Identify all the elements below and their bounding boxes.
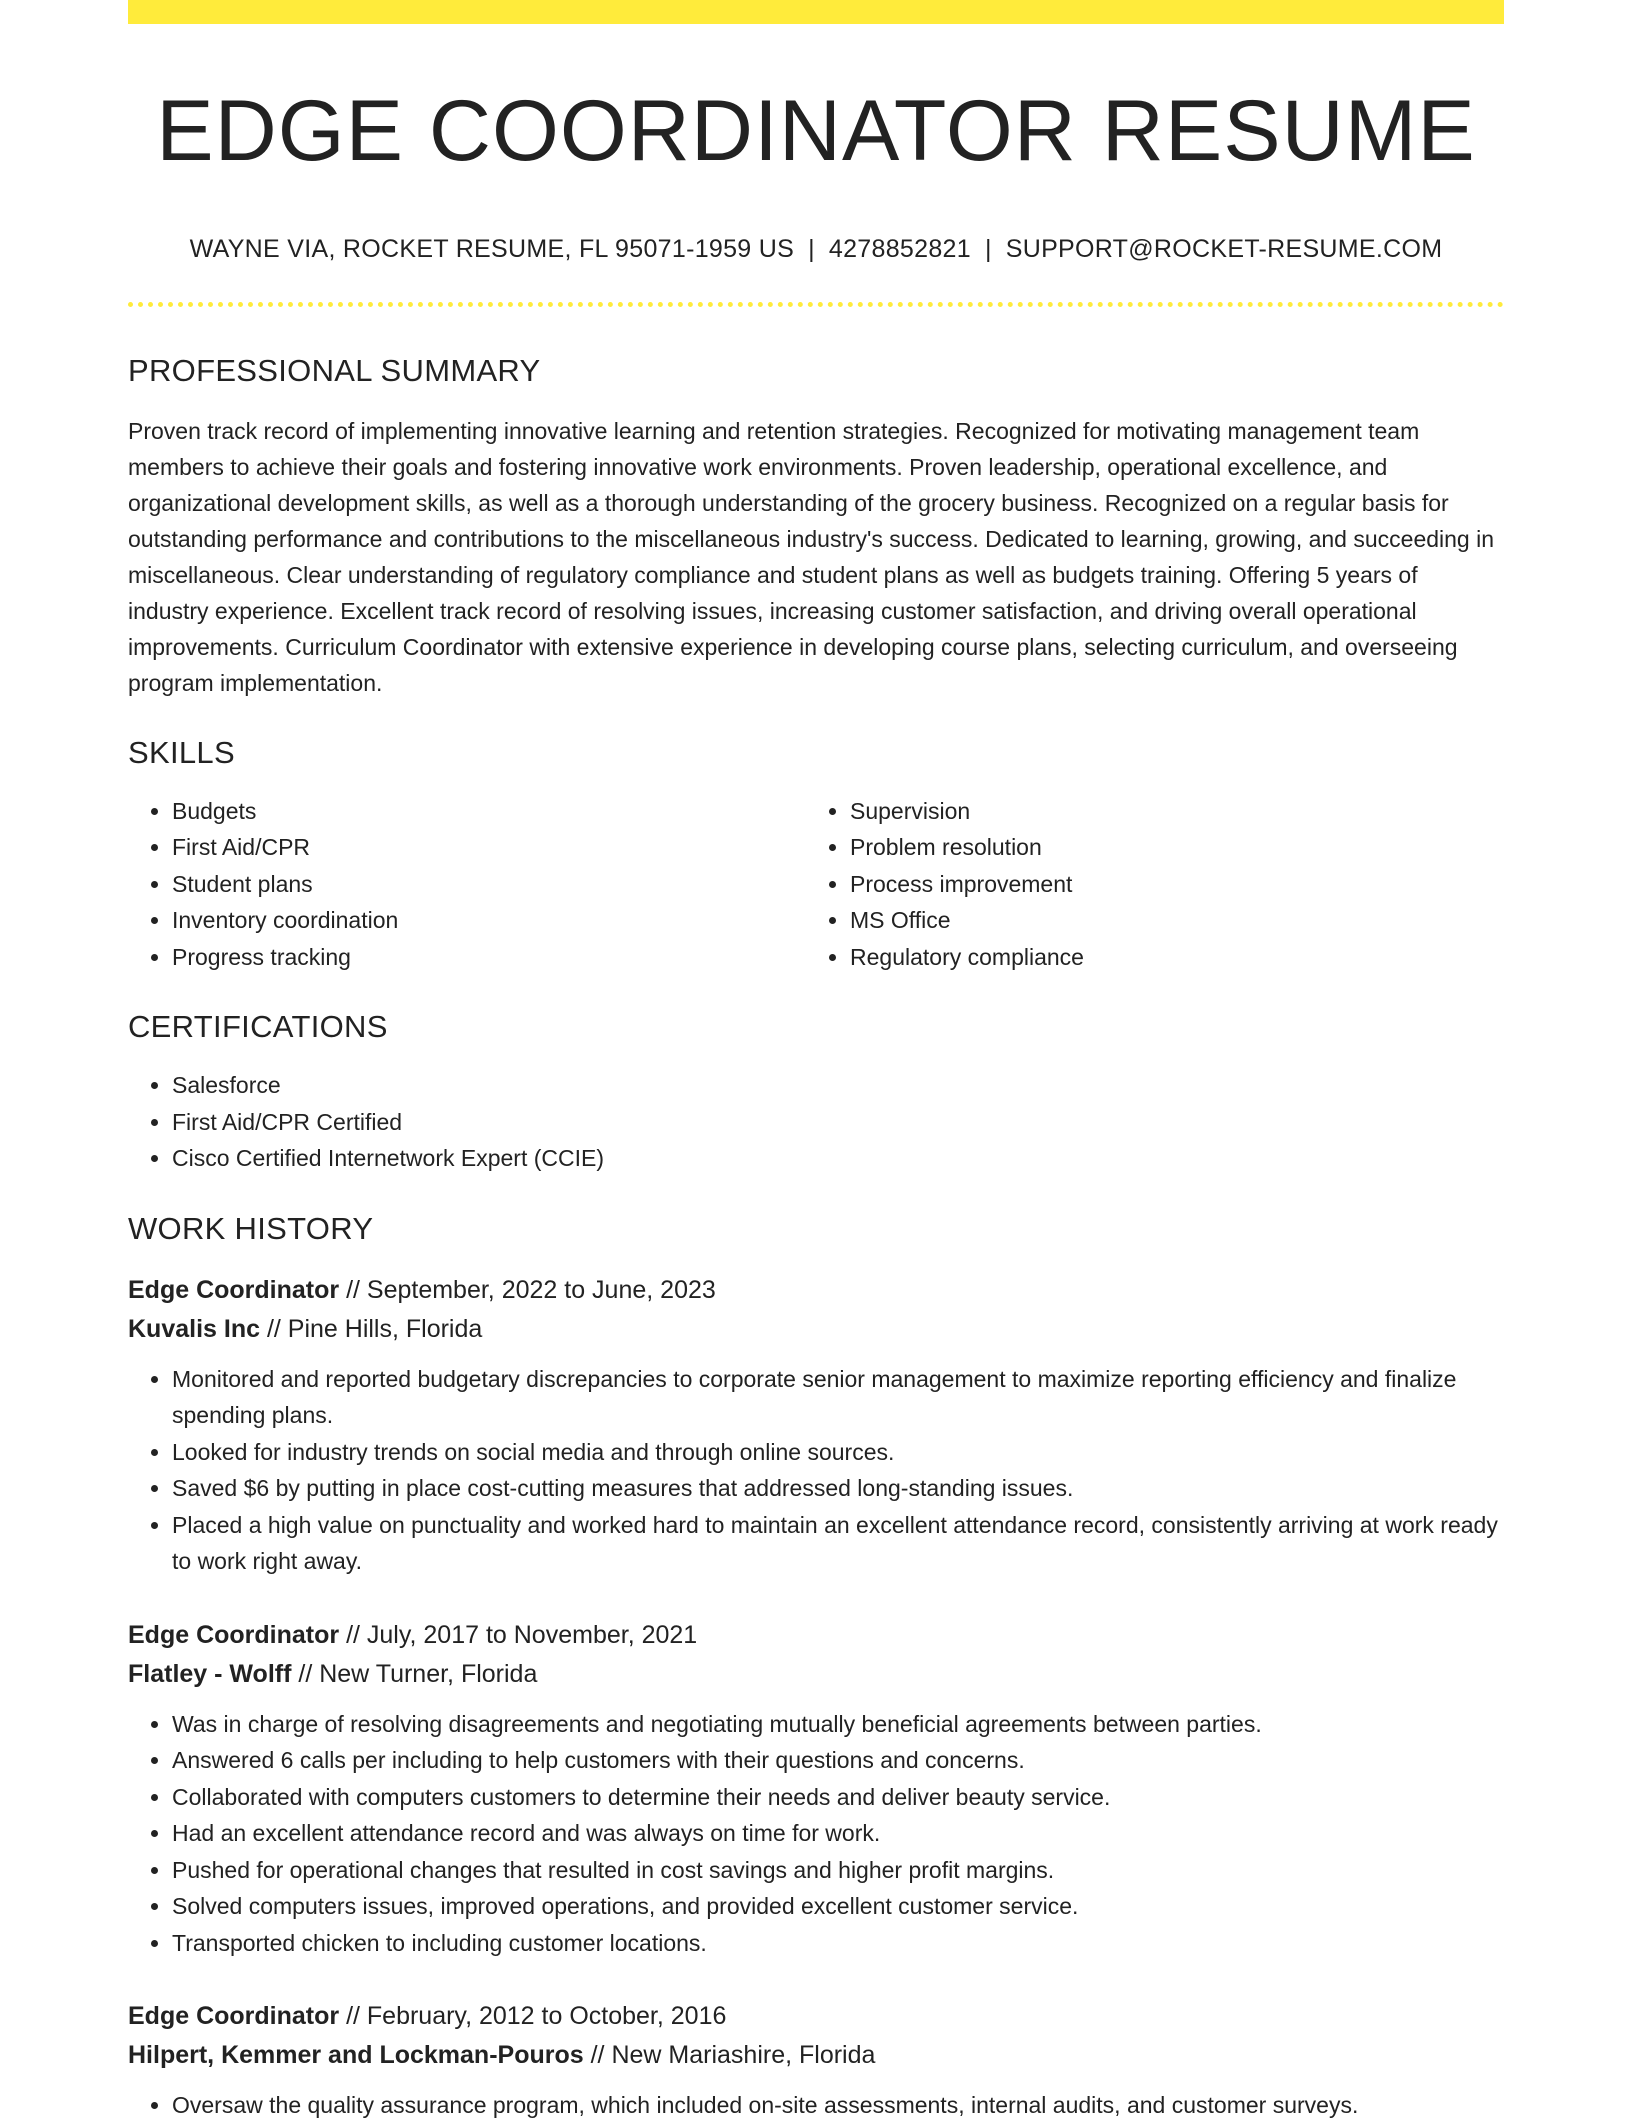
job-company-line [128, 2036, 1504, 2075]
job-bullet: • Monitored and reported budgetary discrepancies to corporate senior management to maximize reporting efficiency and finalize spending plans. [172, 1361, 1504, 1434]
job-bullet: • Saved $6 by putting in place cost-cutting measures that addressed long-standing issues. [172, 1470, 1504, 1507]
skill-item: • MS Office [850, 902, 1484, 939]
job-bullet: • Placed a high value on punctuality and worked hard to maintain an excellent attendance record, consistently arriving at work ready to work right away. [172, 1507, 1504, 1580]
resume-title: EDGE COORDINATOR RESUME [156, 83, 1476, 179]
job-bullet: • Pushed for operational changes that resulted in cost savings and higher profit margins. [172, 1852, 1504, 1889]
certification-item: • Cisco Certified Internetwork Expert (CCIE) [172, 1140, 1504, 1177]
certification-item: • Salesforce [172, 1067, 1504, 1104]
header-divider [128, 302, 1504, 307]
job-bullet: • Was in charge of resolving disagreements and negotiating mutually beneficial agreements between parties. [172, 1706, 1504, 1743]
job-entry [128, 1271, 1504, 1580]
job-title-line [128, 1616, 1504, 1655]
job-title-line [128, 1997, 1504, 2036]
job-dates: // July, 2017 to November, 2021 [346, 1620, 698, 1649]
skills-list-left [128, 793, 806, 976]
contact-separator: | [984, 234, 992, 263]
job-bullet: • Transported chicken to including customer locations. [172, 1925, 1504, 1962]
top-accent-bar [128, 0, 1504, 24]
contact-separator: | [808, 234, 815, 263]
skill-item: • Problem resolution [850, 829, 1484, 866]
job-bullets [128, 1706, 1504, 1962]
job-entry [128, 1616, 1504, 1962]
skill-item: • Supervision [850, 793, 1484, 830]
job-title: Edge Coordinator [128, 2002, 340, 2031]
certification-item: • First Aid/CPR Certified [172, 1104, 1504, 1141]
skill-item: • Inventory coordination [172, 902, 806, 939]
skill-item: • Student plans [172, 866, 806, 903]
skills-list-right [806, 793, 1484, 976]
job-company-line [128, 1655, 1504, 1694]
skills-grid [128, 793, 1504, 976]
job-title: Edge Coordinator [128, 1275, 340, 1304]
skills-heading: SKILLS [128, 734, 235, 770]
job-location: // New Mariashire, Florida [590, 2041, 876, 2070]
skill-item: • Process improvement [850, 866, 1484, 903]
job-bullet: • Collaborated with computers customers to determine their needs and deliver beauty service. [172, 1779, 1504, 1816]
job-bullets [128, 1361, 1504, 1580]
skills-column-left [128, 793, 806, 976]
work-history-heading: WORK HISTORY [128, 1210, 374, 1246]
job-location: // Pine Hills, Florida [266, 1314, 483, 1343]
job-dates: // February, 2012 to October, 2016 [346, 2002, 727, 2031]
job-bullet: • Answered 6 calls per including to help customers with their questions and concerns. [172, 1742, 1504, 1779]
skill-item: • Regulatory compliance [850, 939, 1484, 976]
summary-heading: PROFESSIONAL SUMMARY [128, 352, 541, 388]
job-company: Kuvalis Inc [128, 1314, 260, 1343]
job-dates: // September, 2022 to June, 2023 [346, 1275, 716, 1304]
skill-item: • Progress tracking [172, 939, 806, 976]
job-company-line [128, 1310, 1504, 1349]
job-bullet: • Solved computers issues, improved operations, and provided excellent customer service. [172, 1888, 1504, 1925]
job-title: Edge Coordinator [128, 1620, 340, 1649]
contact-address: WAYNE VIA, ROCKET RESUME, FL 95071-1959 US [189, 234, 795, 263]
job-title-line [128, 1271, 1504, 1310]
skills-column-right [806, 793, 1484, 976]
job-company: Hilpert, Kemmer and Lockman-Pouros [128, 2041, 584, 2070]
certifications-list [128, 1067, 1504, 1177]
job-entry [128, 1997, 1504, 2124]
job-location: // New Turner, Florida [298, 1659, 538, 1688]
job-company: Flatley - Wolff [128, 1659, 292, 1688]
skill-item: • Budgets [172, 793, 806, 830]
job-bullet: • Looked for industry trends on social media and through online sources. [172, 1434, 1504, 1471]
skill-item: • First Aid/CPR [172, 829, 806, 866]
job-bullets [128, 2087, 1504, 2124]
resume-page [128, 0, 1504, 2124]
contact-email: SUPPORT@ROCKET-RESUME.COM [1005, 234, 1443, 263]
job-bullet: • Had an excellent attendance record and was always on time for work. [172, 1815, 1504, 1852]
contact-phone: 4278852821 [828, 234, 971, 263]
summary-text: Proven track record of implementing innovative learning and retention strategies. Recognized for motivating management team members to achieve their goals and fostering innovative work environments. Proven leadership, operational excellence, and organizational development skills, as well as a thorough understanding of the grocery business. Recognized on a regular basis for outstanding performance and contributions to the miscellaneous industry's success. Dedicated to learning, growing, and succeeding in miscellaneous. Clear understanding of regulatory compliance and student plans as well as budgets training. Offering 5 years of industry experience. Excellent track record of resolving issues, increasing customer satisfaction, and driving overall operational improvements. Curriculum Coordinator with extensive experience in developing course plans, selecting curriculum, and overseeing program implementation. [128, 417, 1495, 696]
job-bullet: • Oversaw the quality assurance program, which included on-site assessments, internal audits, and customer surveys. [172, 2087, 1504, 2124]
contact-line [128, 235, 1504, 264]
certifications-heading: CERTIFICATIONS [128, 1009, 388, 1045]
